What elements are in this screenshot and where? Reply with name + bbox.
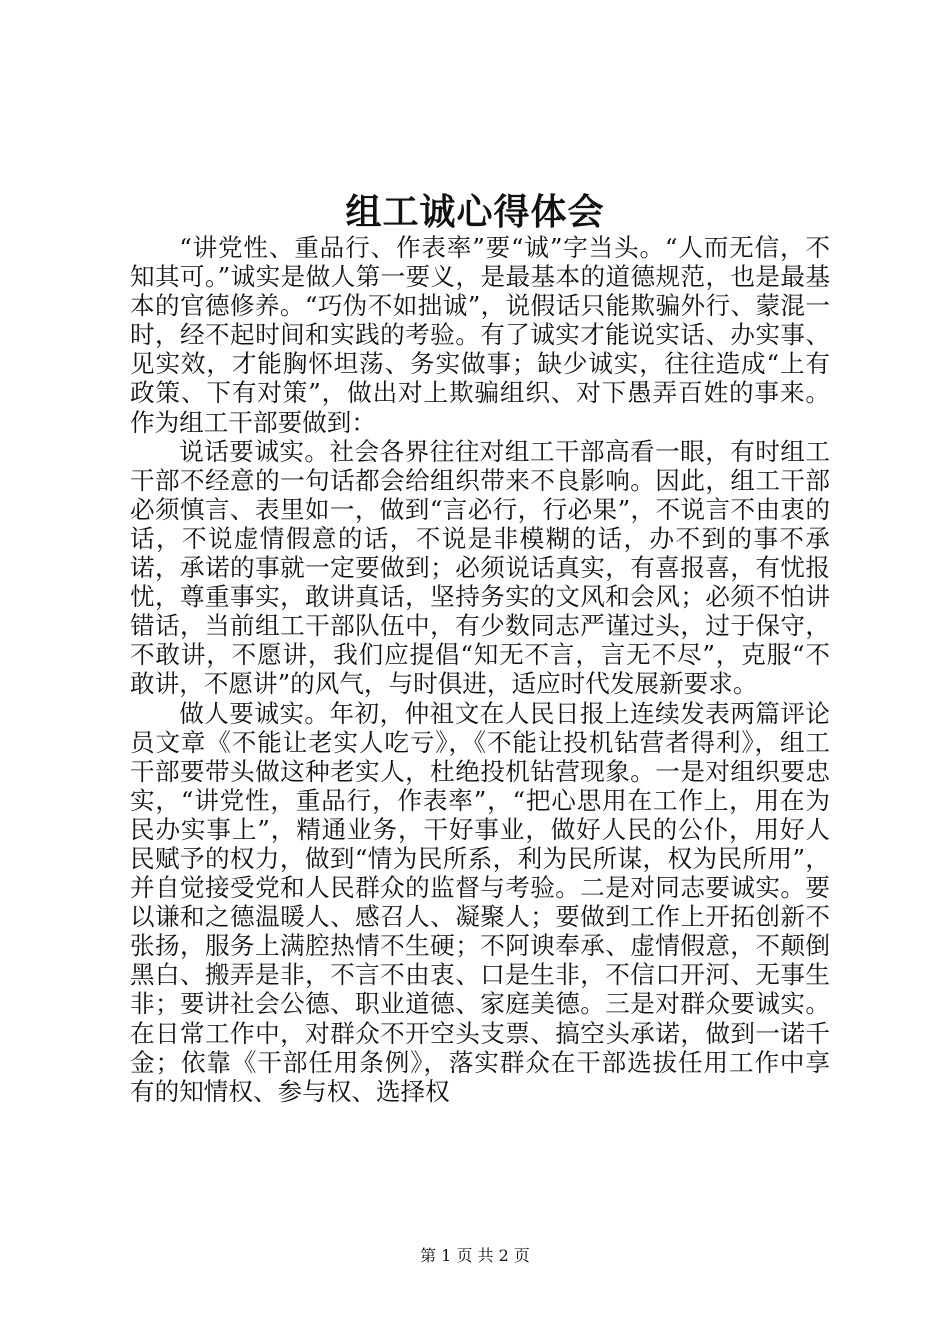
paragraph-conduct-honesty: 做人要诚实。年初，仲祖文在人民日报上连续发表两篇评论员文章《不能让老实人吃亏》，《不能让投机钻营者得利》，组工干部要带头做这种老实人，杜绝投机钻营现象。一是对组织要忠实，“讲党性，重品行，作表率”，“把心思用在工作上，用在为民办实事上”，精通业务，干好事业，做好人民的公仆，用好人民赋予的权力，做到“情为民所系，利为民所谋，权为民所用”，并自觉接受党和人民群众的监督与考验。二是对同志要诚实。要以谦和之德温暖人、感召人、凝聚人；要做到工作上开拓创新不张扬，服务上满腔热情不生硬；不阿谀奉承、虚情假意，不颠倒黑白、搬弄是非，不言不由衷、口是生非，不信口开河、无事生非；要讲社会公德、职业道德、家庭美德。三是对群众要诚实。在日常工作中，对群众不开空头支票、搞空头承诺，做到一诺千金；依靠《干部任用条例》，落实群众在干部选拔任用工作中享有的知情权、参与权、选择权 <box>130 698 830 1106</box>
document-title: 组工诚心得体会 <box>345 191 605 233</box>
page-footer: 第 1 页 共 2 页 <box>420 1246 530 1265</box>
paragraph-intro: “讲党性、重品行、作表率”要“诚”字当头。“人而无信，不知其可。”诚实是做人第一要义，是最基本的道德规范，也是最基本的官德修养。“巧伪不如拙诚”，说假话只能欺骗外行、蒙混一时，经不起时间和实践的考验。有了诚实才能说实话、办实事、见实效，才能胸怀坦荡、务实做事；缺少诚实，往往造成“上有政策、下有对策”，做出对上欺骗组织、对下愚弄百姓的事来。作为组工干部要做到： <box>130 233 830 437</box>
paragraph-speech-honesty: 说话要诚实。社会各界往往对组工干部高看一眼，有时组工干部不经意的一句话都会给组织带来不良影响。因此，组工干部必须慎言、表里如一，做到“言必行，行必果”，不说言不由衷的话，不说虚情假意的话，不说是非模糊的话，办不到的事不承诺，承诺的事就一定要做到；必须说话真实，有喜报喜，有忧报忧，尊重事实，敢讲真话，坚持务实的文风和会风；必须不怕讲错话，当前组工干部队伍中，有少数同志严谨过头，过于保守，不敢讲，不愿讲，我们应提倡“知无不言，言无不尽”，克服“不敢讲，不愿讲”的风气，与时俱进，适应时代发展新要求。 <box>130 436 830 699</box>
document-body <box>130 233 830 1106</box>
